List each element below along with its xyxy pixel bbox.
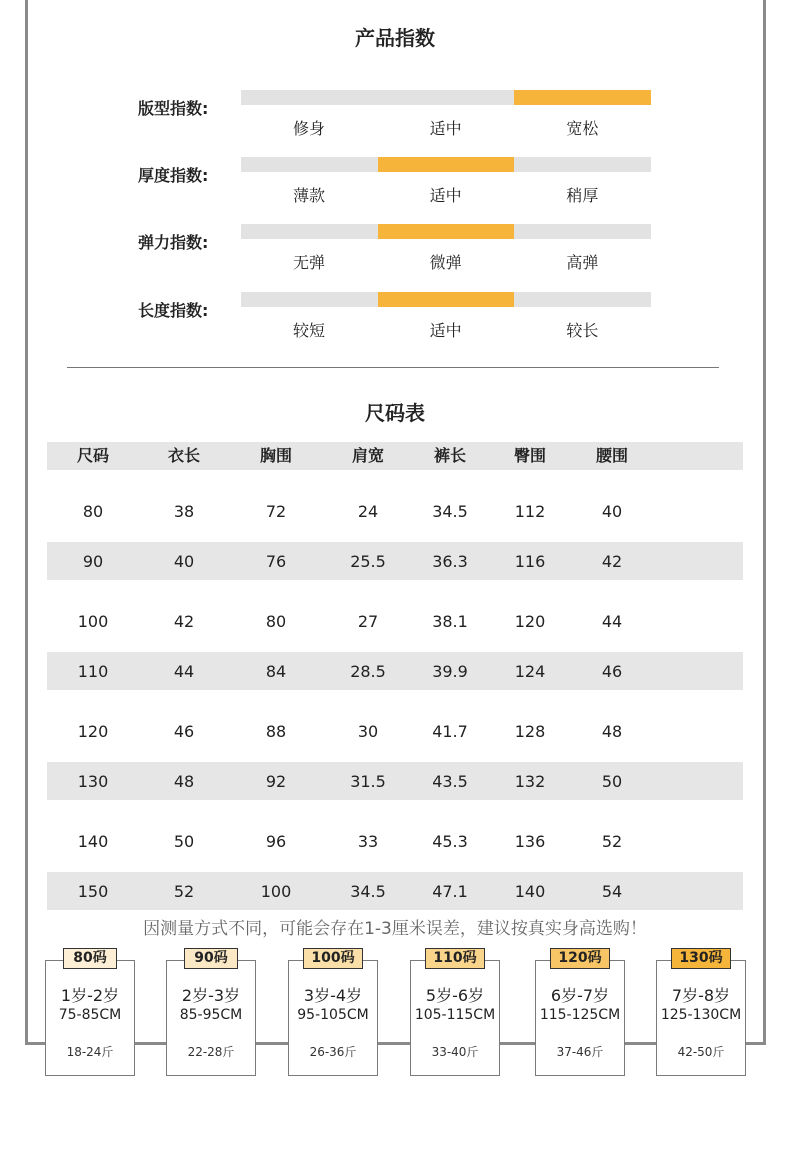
table-row [47, 580, 743, 652]
table-cell: 40 [173, 552, 195, 571]
height-range: 75-85CM [58, 1007, 122, 1023]
table-cell: 128 [514, 722, 546, 741]
index-option-label: 稍厚 [566, 186, 599, 205]
index-scale-bar [241, 90, 651, 138]
index-option-label: 薄款 [292, 186, 325, 205]
height-range: 85-95CM [179, 1007, 243, 1023]
index-segment-selected [378, 157, 515, 172]
index-scale-bar [241, 292, 651, 340]
weight-range: 22-28斤 [187, 1045, 235, 1059]
table-cell: 76 [265, 552, 287, 571]
table-cell: 120 [77, 722, 109, 741]
index-option-label: 较长 [566, 321, 599, 340]
index-segment-selected [514, 90, 651, 105]
age-range: 1岁-2岁 [60, 986, 120, 1005]
table-cell: 38 [173, 502, 195, 521]
index-label: 长度指数: [138, 301, 209, 320]
table-cell: 30 [357, 722, 379, 741]
index-segment [241, 292, 378, 307]
table-cell: 136 [514, 832, 546, 851]
table-cell: 52 [601, 832, 623, 851]
table-header-cell: 衣长 [167, 446, 200, 465]
index-scale-bar [241, 157, 651, 205]
table-cell: 47.1 [432, 882, 468, 901]
table-cell: 130 [77, 772, 109, 791]
height-range: 115-125CM [539, 1007, 621, 1023]
index-label: 厚度指数: [138, 166, 209, 185]
table-cell: 46 [173, 722, 195, 741]
table-cell: 80 [265, 612, 287, 631]
table-row [47, 762, 743, 800]
index-option-label: 适中 [429, 119, 462, 138]
size-badge: 90码 [184, 948, 238, 969]
table-cell: 38.1 [432, 612, 468, 631]
index-option-label: 适中 [429, 186, 462, 205]
index-option-label: 修身 [292, 119, 325, 138]
table-header-cell: 肩宽 [351, 446, 384, 465]
table-cell: 132 [514, 772, 546, 791]
table-header-cell: 腰围 [595, 446, 628, 465]
index-segment-selected [378, 292, 515, 307]
index-segment [514, 292, 651, 307]
age-card [535, 960, 625, 1076]
table-cell: 46 [601, 662, 623, 681]
table-cell: 150 [77, 882, 109, 901]
table-cell: 100 [77, 612, 109, 631]
table-cell: 112 [514, 502, 546, 521]
table-cell: 100 [260, 882, 292, 901]
table-cell: 33 [357, 832, 379, 851]
table-row [47, 470, 743, 542]
index-scale-bar [241, 224, 651, 272]
index-row [0, 157, 790, 217]
age-range: 3岁-4岁 [303, 986, 363, 1005]
table-cell: 28.5 [350, 662, 386, 681]
table-cell: 43.5 [432, 772, 468, 791]
size-badge: 80码 [63, 948, 117, 969]
index-option-label: 无弹 [292, 253, 325, 272]
table-cell: 39.9 [432, 662, 468, 681]
index-label: 弹力指数: [138, 233, 209, 252]
height-range: 125-130CM [660, 1007, 742, 1023]
measurement-note: 因测量方式不同，可能会存在1-3厘米误差，建议按真实身高选购！ [143, 919, 647, 939]
table-header-row [47, 442, 743, 470]
table-cell: 42 [173, 612, 195, 631]
weight-range: 42-50斤 [677, 1045, 725, 1059]
table-cell: 34.5 [350, 882, 386, 901]
table-header-cell: 裤长 [433, 446, 466, 465]
index-segment [241, 90, 378, 105]
table-cell: 88 [265, 722, 287, 741]
product-index-title: 产品指数 [355, 26, 435, 50]
table-cell: 140 [514, 882, 546, 901]
index-segment [514, 224, 651, 239]
size-badge: 120码 [550, 948, 610, 969]
table-cell: 44 [601, 612, 623, 631]
height-range: 105-115CM [414, 1007, 496, 1023]
table-cell: 48 [173, 772, 195, 791]
weight-range: 18-24斤 [66, 1045, 114, 1059]
table-cell: 25.5 [350, 552, 386, 571]
index-row [0, 90, 790, 150]
age-range: 6岁-7岁 [550, 986, 610, 1005]
table-cell: 34.5 [432, 502, 468, 521]
frame-bottom-border [25, 1042, 766, 1045]
table-cell: 42 [601, 552, 623, 571]
table-cell: 120 [514, 612, 546, 631]
table-cell: 124 [514, 662, 546, 681]
table-cell: 72 [265, 502, 287, 521]
index-row [0, 292, 790, 352]
table-row [47, 800, 743, 872]
index-option-label: 宽松 [566, 119, 599, 138]
table-row [47, 652, 743, 690]
age-range: 7岁-8岁 [671, 986, 731, 1005]
index-label: 版型指数: [138, 99, 209, 118]
age-card [410, 960, 500, 1076]
table-row [47, 872, 743, 910]
index-row [0, 224, 790, 284]
size-chart-table [47, 442, 743, 910]
table-cell: 96 [265, 832, 287, 851]
table-cell: 84 [265, 662, 287, 681]
age-range: 2岁-3岁 [181, 986, 241, 1005]
age-range: 5岁-6岁 [425, 986, 485, 1005]
weight-range: 37-46斤 [556, 1045, 604, 1059]
table-row [47, 542, 743, 580]
table-cell: 52 [173, 882, 195, 901]
size-badge: 100码 [303, 948, 363, 969]
index-segment [378, 90, 515, 105]
size-badge: 130码 [671, 948, 731, 969]
age-card [166, 960, 256, 1076]
age-card [45, 960, 135, 1076]
size-badge: 110码 [425, 948, 485, 969]
table-cell: 50 [601, 772, 623, 791]
table-cell: 44 [173, 662, 195, 681]
index-segment [514, 157, 651, 172]
table-row [47, 690, 743, 762]
index-segment-selected [378, 224, 515, 239]
index-option-label: 适中 [429, 321, 462, 340]
table-cell: 54 [601, 882, 623, 901]
table-cell: 24 [357, 502, 379, 521]
size-chart-title: 尺码表 [365, 401, 425, 425]
table-header-cell: 胸围 [259, 446, 292, 465]
table-cell: 140 [77, 832, 109, 851]
table-cell: 50 [173, 832, 195, 851]
section-divider [67, 367, 719, 368]
table-cell: 90 [82, 552, 104, 571]
age-card [656, 960, 746, 1076]
index-option-label: 高弹 [566, 253, 599, 272]
table-cell: 80 [82, 502, 104, 521]
table-cell: 36.3 [432, 552, 468, 571]
weight-range: 33-40斤 [431, 1045, 479, 1059]
index-segment [241, 157, 378, 172]
table-cell: 92 [265, 772, 287, 791]
index-segment [241, 224, 378, 239]
table-cell: 110 [77, 662, 109, 681]
table-cell: 45.3 [432, 832, 468, 851]
age-card [288, 960, 378, 1076]
table-cell: 116 [514, 552, 546, 571]
height-range: 95-105CM [297, 1007, 369, 1023]
table-header-cell: 臀围 [513, 446, 546, 465]
weight-range: 26-36斤 [309, 1045, 357, 1059]
table-cell: 27 [357, 612, 379, 631]
table-cell: 40 [601, 502, 623, 521]
index-option-label: 微弹 [429, 253, 462, 272]
table-cell: 48 [601, 722, 623, 741]
table-cell: 31.5 [350, 772, 386, 791]
table-header-cell: 尺码 [76, 446, 109, 465]
index-option-label: 较短 [292, 321, 325, 340]
table-cell: 41.7 [432, 722, 468, 741]
